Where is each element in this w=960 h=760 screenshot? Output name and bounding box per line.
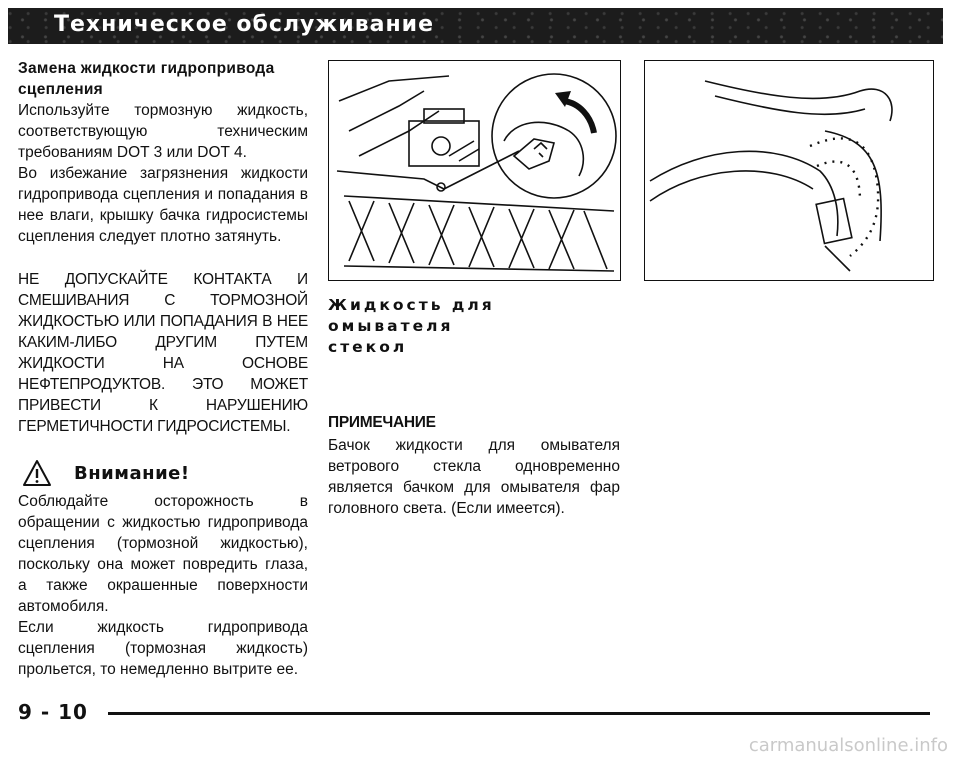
header-bar — [8, 8, 943, 44]
watermark: carmanualsonline.info — [748, 735, 948, 756]
left-column — [18, 58, 308, 680]
washer-fluid-heading-line2: стекол — [328, 338, 408, 356]
warning-triangle-icon — [22, 459, 52, 487]
clutch-fluid-heading-line1: Замена жидкости гидропривода — [18, 60, 275, 77]
clutch-fluid-paragraph-2: Во избежание загрязнения жидкости гидропривода сцепления и попадания в нее влаги, крышку бачка гидросистемы сцепления следует плотно затянуть. — [18, 165, 308, 245]
caution-header — [18, 459, 308, 487]
page-number: 9 - 10 — [18, 700, 88, 724]
caution-paragraph-2: Если жидкость гидропривода сцепления (тормозная жидкость) прольется, то немедленно вытрите ее. — [18, 619, 308, 678]
caution-title: Внимание! — [74, 462, 190, 484]
clutch-fluid-heading-line2: сцепления — [18, 81, 104, 98]
contamination-warning: НЕ ДОПУСКАЙТЕ КОНТАКТА И СМЕШИВАНИЯ С ТОРМОЗНОЙ ЖИДКОСТЬЮ ИЛИ ПОПАДАНИЯ В НЕЕ КАКИМ-ЛИБО ДРУГИМ ПУТЕМ ЖИДКОСТИ НА ОСНОВЕ НЕФТЕПРОДУКТОВ. ЭТО МОЖЕТ ПРИВЕСТИ К НАРУШЕНИЮ ГЕРМЕТИЧНОСТИ ГИДРОСИСТЕМЫ. — [18, 271, 308, 435]
engine-bay-reservoir-figure — [328, 60, 621, 281]
footer-divider — [108, 712, 930, 715]
middle-column — [328, 295, 620, 519]
clutch-fluid-paragraph-1: Используйте тормозную жидкость, соответствующую техническим требованиям DOT 3 или DOT 4. — [18, 102, 308, 161]
engine-bay-illustration — [329, 61, 620, 280]
fender-illustration — [645, 61, 933, 280]
page-section-title: Техническое обслуживание — [54, 12, 435, 37]
caution-paragraph-1: Соблюдайте осторожность в обращении с жидкостью гидропривода сцепления (тормозной жидкостью), поскольку она может повредить глаза, а также окрашенные поверхности автомобиля. — [18, 493, 308, 615]
note-text: Бачок жидкости для омывателя ветрового стекла одновременно является бачком для омывателя фар головного света. (Если имеется). — [328, 437, 620, 517]
note-title: ПРИМЕЧАНИЕ — [328, 414, 436, 431]
fender-washer-figure — [644, 60, 934, 281]
washer-fluid-heading-line1: Жидкость для омывателя — [328, 296, 495, 335]
